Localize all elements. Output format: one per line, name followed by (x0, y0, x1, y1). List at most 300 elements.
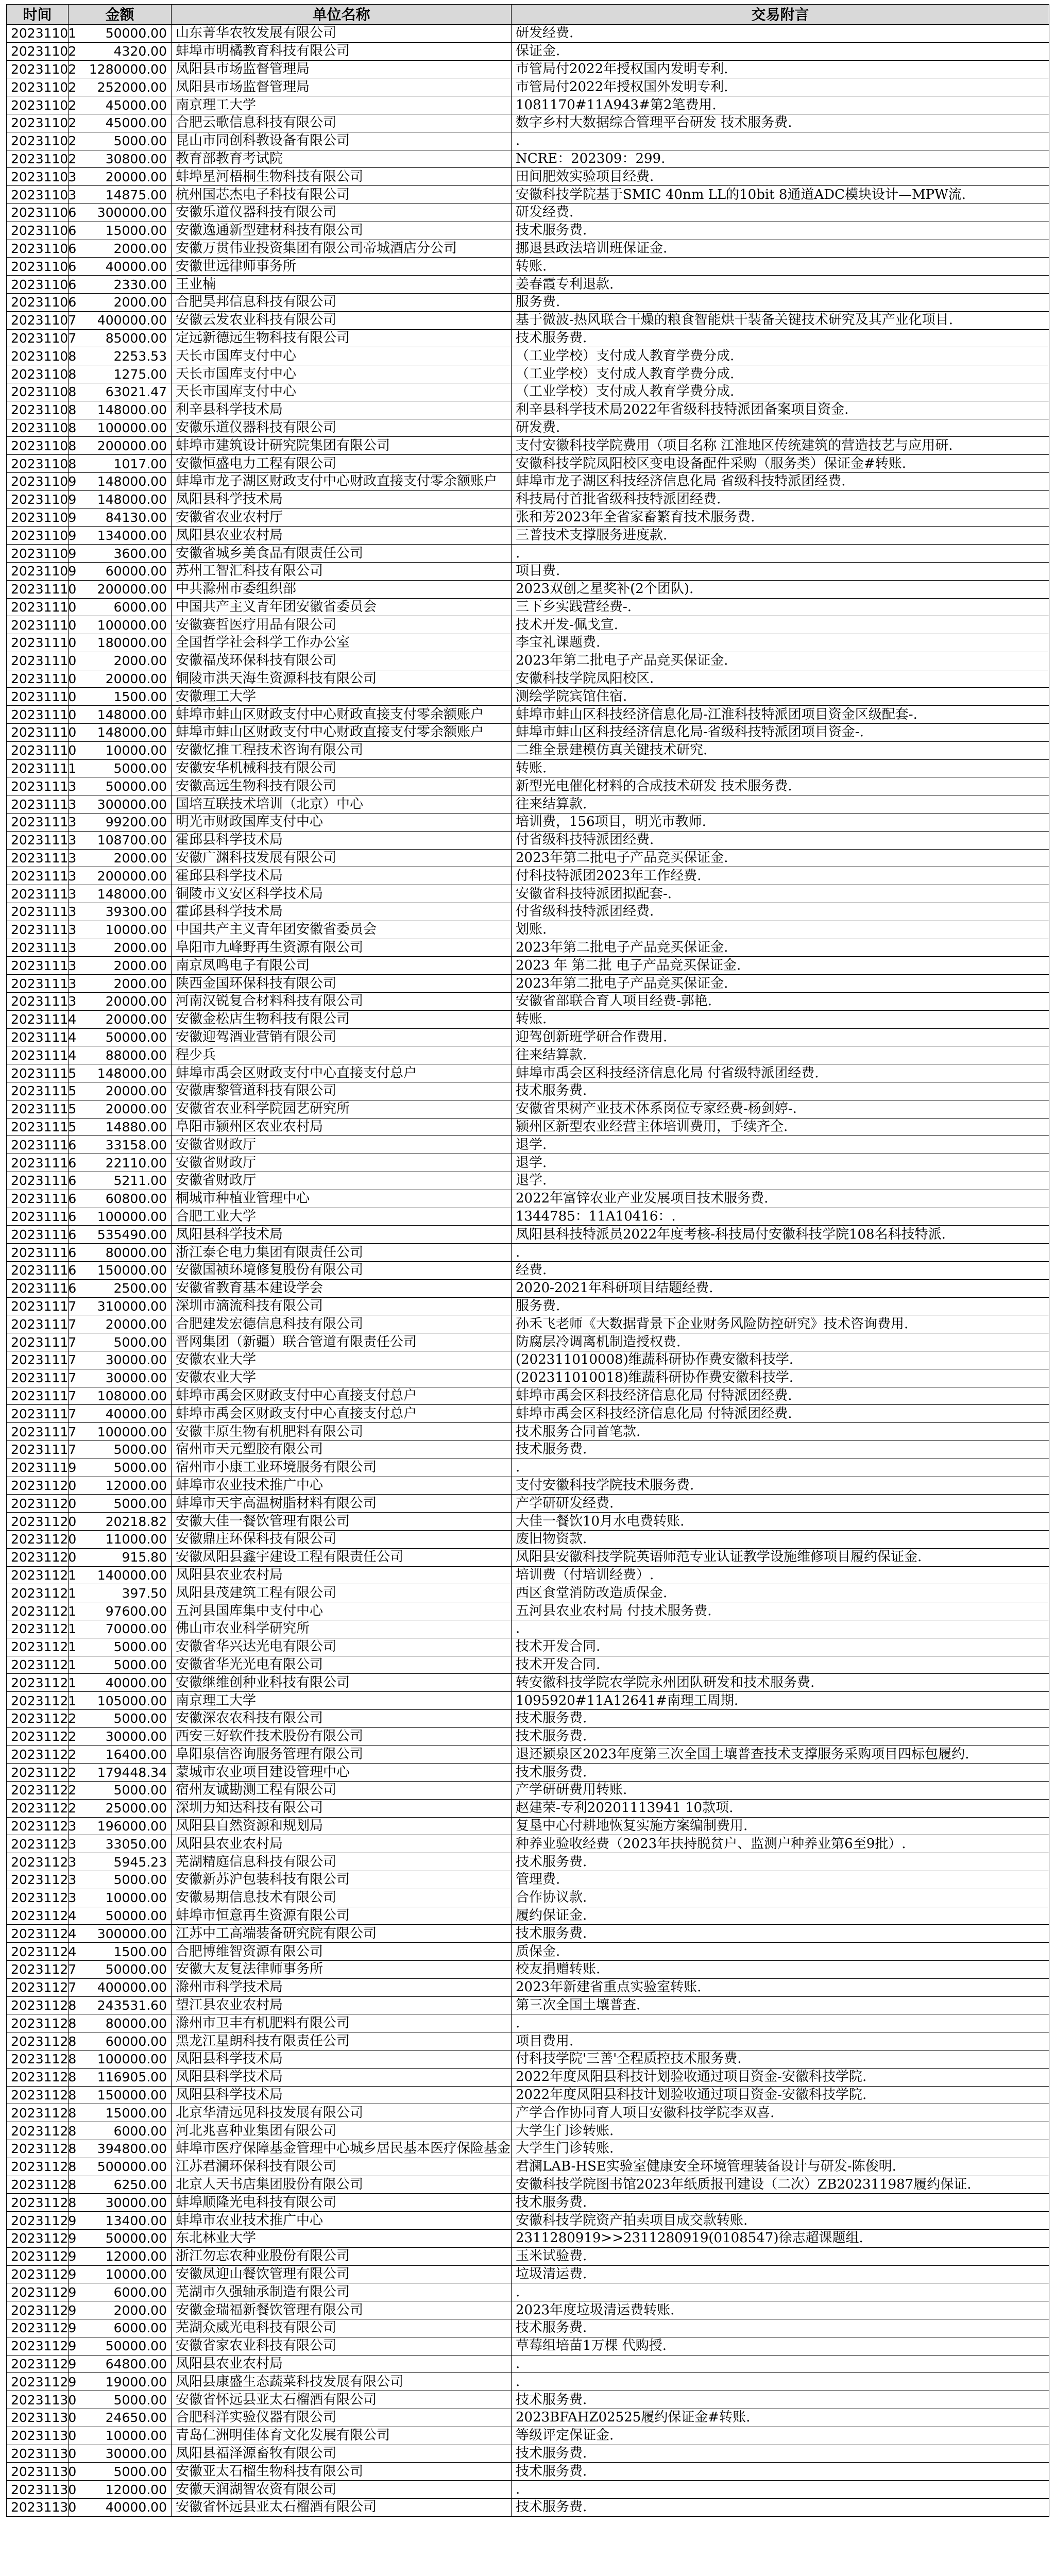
cell-amount: 4320.00 (69, 42, 172, 60)
cell-unit: 黑龙江星朗科技有限责任公司 (172, 2032, 512, 2050)
cell-amount: 40000.00 (69, 2498, 172, 2516)
cell-amount: 10000.00 (69, 741, 172, 759)
table-row (7, 2050, 1049, 2069)
cell-unit: 利辛县科学技术局 (172, 401, 512, 419)
cell-amount: 5000.00 (69, 2463, 172, 2481)
cell-amount: 140000.00 (69, 1566, 172, 1584)
cell-amount: 252000.00 (69, 78, 172, 96)
table-row (7, 1172, 1049, 1190)
cell-unit: 蚌埠市恒意再生资源有限公司 (172, 1907, 512, 1925)
table-row (7, 2391, 1049, 2409)
cell-note: 2023 年 第二批 电子产品竞买保证金. (512, 957, 1049, 975)
cell-amount: 179448.34 (69, 1764, 172, 1782)
cell-note: 大学生门诊转账. (512, 2140, 1049, 2158)
cell-unit: 安徽易期信息技术有限公司 (172, 1889, 512, 1907)
cell-date: 20231117 (7, 1440, 69, 1459)
cell-unit: 凤阳县市场监督管理局 (172, 60, 512, 78)
cell-amount: 25000.00 (69, 1799, 172, 1817)
cell-date: 20231128 (7, 2176, 69, 2194)
cell-date: 20231123 (7, 1817, 69, 1835)
cell-amount: 33158.00 (69, 1136, 172, 1154)
cell-date: 20231106 (7, 276, 69, 294)
table-row (7, 724, 1049, 742)
table-row (7, 1315, 1049, 1333)
cell-note: 往来结算款. (512, 795, 1049, 814)
cell-amount: 148000.00 (69, 472, 172, 490)
cell-date: 20231119 (7, 1459, 69, 1477)
cell-unit: 安徽大佳一餐饮管理有限公司 (172, 1513, 512, 1531)
cell-unit: 深圳市滴流科技有限公司 (172, 1297, 512, 1315)
table-row (7, 150, 1049, 168)
table-row (7, 293, 1049, 311)
table-row (7, 1907, 1049, 1925)
cell-note: 君澜LAB-HSE实验室健康安全环境管理装备设计与研发-陈俊明. (512, 2158, 1049, 2176)
cell-amount: 50000.00 (69, 777, 172, 795)
cell-date: 20231123 (7, 1871, 69, 1889)
cell-unit: 南京理工大学 (172, 1692, 512, 1710)
table-row (7, 1996, 1049, 2014)
cell-date: 20231122 (7, 1799, 69, 1817)
cell-unit: 合肥昊邦信息科技有限公司 (172, 293, 512, 311)
cell-unit: 安徽省财政厅 (172, 1154, 512, 1172)
table-row (7, 1674, 1049, 1692)
cell-note: . (512, 1459, 1049, 1477)
table-row (7, 1351, 1049, 1369)
cell-unit: 全国哲学社会科学工作办公室 (172, 634, 512, 652)
cell-note: . (512, 2283, 1049, 2301)
cell-note: . (512, 1620, 1049, 1638)
table-row (7, 1709, 1049, 1727)
cell-amount: 6000.00 (69, 2122, 172, 2140)
cell-amount: 50000.00 (69, 2230, 172, 2248)
cell-unit: 凤阳县农业农村局 (172, 527, 512, 545)
table-row (7, 1638, 1049, 1656)
cell-note: 项目费. (512, 562, 1049, 580)
cell-note: 经费. (512, 1261, 1049, 1279)
cell-date: 20231116 (7, 1226, 69, 1244)
column-header-date: 时间 (7, 5, 69, 25)
cell-note: 安徽科技学院凤阳校区. (512, 670, 1049, 688)
cell-amount: 1017.00 (69, 455, 172, 473)
cell-note: 新型光电催化材料的合成技术研发 技术服务费. (512, 777, 1049, 795)
cell-note: 2023年第二批电子产品竞买保证金. (512, 652, 1049, 670)
cell-note: 蚌埠市蚌山区科技经济信息化局-江淮科技特派团项目资金区级配套-. (512, 706, 1049, 724)
cell-amount: 45000.00 (69, 96, 172, 114)
cell-note: 三普技术支撑服务进度款. (512, 527, 1049, 545)
cell-amount: 397.50 (69, 1584, 172, 1602)
cell-note: （工业学校）支付成人教育学费分成. (512, 383, 1049, 401)
table-row (7, 1835, 1049, 1853)
cell-date: 20231117 (7, 1369, 69, 1387)
table-row (7, 706, 1049, 724)
table-row (7, 814, 1049, 832)
cell-date: 20231106 (7, 293, 69, 311)
cell-note: . (512, 1244, 1049, 1262)
cell-note: 蚌埠市禹会区科技经济信息化局 付特派团经费. (512, 1387, 1049, 1405)
cell-note: 技术开发-佩戈宣. (512, 616, 1049, 634)
cell-date: 20231128 (7, 2032, 69, 2050)
table-row (7, 831, 1049, 849)
cell-date: 20231108 (7, 383, 69, 401)
table-row (7, 2427, 1049, 2445)
cell-unit: 霍邱县科学技术局 (172, 903, 512, 921)
cell-amount: 60000.00 (69, 562, 172, 580)
cell-date: 20231122 (7, 1764, 69, 1782)
cell-unit: 蚌埠市禹会区财政支付中心直接支付总户 (172, 1387, 512, 1405)
table-row (7, 2265, 1049, 2283)
table-row (7, 2122, 1049, 2140)
cell-note: 转账. (512, 1010, 1049, 1028)
cell-note: 技术服务费. (512, 1727, 1049, 1745)
cell-unit: 教育部教育考试院 (172, 150, 512, 168)
cell-amount: 2000.00 (69, 957, 172, 975)
cell-note: 玉米试验费. (512, 2247, 1049, 2265)
table-row (7, 1208, 1049, 1226)
cell-date: 20231114 (7, 1046, 69, 1064)
cell-note: 垃圾清运费. (512, 2265, 1049, 2283)
cell-note: 技术服务费. (512, 1853, 1049, 1871)
table-row (7, 993, 1049, 1011)
cell-note: . (512, 2373, 1049, 2391)
cell-date: 20231130 (7, 2427, 69, 2445)
cell-note: 转安徽科技学院农学院永州团队研发和技术服务费. (512, 1674, 1049, 1692)
cell-amount: 6250.00 (69, 2176, 172, 2194)
table-row (7, 2032, 1049, 2050)
cell-unit: 蚌埠市蚌山区财政支付中心财政直接支付零余额账户 (172, 706, 512, 724)
table-row (7, 2014, 1049, 2032)
table-row (7, 903, 1049, 921)
cell-note: 2023年第二批电子产品竞买保证金. (512, 975, 1049, 993)
cell-unit: 浙江勿忘农种业股份有限公司 (172, 2247, 512, 2265)
table-row (7, 168, 1049, 186)
cell-amount: 105000.00 (69, 1692, 172, 1710)
cell-unit: 安徽国祯环境修复股份有限公司 (172, 1261, 512, 1279)
cell-date: 20231127 (7, 1978, 69, 1996)
cell-note: . (512, 545, 1049, 563)
table-row (7, 1782, 1049, 1800)
table-row (7, 25, 1049, 43)
table-row (7, 472, 1049, 490)
cell-note: 大佳一餐饮10月水电费转账. (512, 1513, 1049, 1531)
cell-date: 20231121 (7, 1656, 69, 1674)
table-row (7, 1925, 1049, 1943)
cell-date: 20231129 (7, 2355, 69, 2373)
cell-note: 安徽科技学院凤阳校区变电设备配件采购（服务类）保证金#转账. (512, 455, 1049, 473)
cell-note: 技术开发合同. (512, 1656, 1049, 1674)
cell-note: . (512, 2481, 1049, 2499)
cell-note: 研发费. (512, 419, 1049, 437)
cell-note: 大学生门诊转账. (512, 2122, 1049, 2140)
cell-note: 三下乡实践营经费-. (512, 598, 1049, 616)
cell-unit: 桐城市种植业管理中心 (172, 1190, 512, 1208)
cell-note: 等级评定保证金. (512, 2427, 1049, 2445)
cell-note: 转账. (512, 258, 1049, 276)
cell-unit: 苏州工智汇科技有限公司 (172, 562, 512, 580)
cell-unit: 浙江泰仑电力集团有限责任公司 (172, 1244, 512, 1262)
cell-unit: 南京理工大学 (172, 96, 512, 114)
cell-unit: 宿州市小康工业环境服务有限公司 (172, 1459, 512, 1477)
cell-unit: 蚌埠星河梧桐生物科技有限公司 (172, 168, 512, 186)
cell-unit: 南京凤鸣电子有限公司 (172, 957, 512, 975)
cell-unit: 蚌埠市建筑设计研究院集团有限公司 (172, 437, 512, 455)
cell-note: 市管局付2022年授权国内发明专利. (512, 60, 1049, 78)
cell-date: 20231130 (7, 2463, 69, 2481)
cell-amount: 150000.00 (69, 2086, 172, 2104)
table-row (7, 1064, 1049, 1082)
table-row (7, 419, 1049, 437)
cell-amount: 50000.00 (69, 1961, 172, 1979)
table-row (7, 240, 1049, 258)
cell-amount: 30000.00 (69, 1369, 172, 1387)
cell-unit: 滁州市科学技术局 (172, 1978, 512, 1996)
cell-amount: 148000.00 (69, 1064, 172, 1082)
cell-unit: 合肥建发宏德信息科技有限公司 (172, 1315, 512, 1333)
cell-amount: 19000.00 (69, 2373, 172, 2391)
cell-date: 20231123 (7, 1853, 69, 1871)
cell-amount: 63021.47 (69, 383, 172, 401)
cell-unit: 蚌埠市明橘教育科技有限公司 (172, 42, 512, 60)
cell-date: 20231128 (7, 2104, 69, 2122)
table-row (7, 60, 1049, 78)
cell-date: 20231110 (7, 652, 69, 670)
cell-note: 技术服务费. (512, 2445, 1049, 2463)
cell-note: 质保金. (512, 1943, 1049, 1961)
cell-date: 20231124 (7, 1943, 69, 1961)
cell-note: 服务费. (512, 293, 1049, 311)
cell-amount: 2000.00 (69, 975, 172, 993)
cell-amount: 150000.00 (69, 1261, 172, 1279)
cell-date: 20231116 (7, 1261, 69, 1279)
cell-amount: 60000.00 (69, 2032, 172, 2050)
cell-amount: 13400.00 (69, 2212, 172, 2230)
cell-date: 20231110 (7, 580, 69, 598)
cell-date: 20231128 (7, 2014, 69, 2032)
cell-date: 20231113 (7, 885, 69, 903)
cell-unit: 青岛仁洲明佳体育文化发展有限公司 (172, 2427, 512, 2445)
cell-amount: 394800.00 (69, 2140, 172, 2158)
cell-amount: 5000.00 (69, 759, 172, 777)
cell-unit: 江苏中工高端装备研究院有限公司 (172, 1925, 512, 1943)
cell-note: 技术服务费. (512, 329, 1049, 347)
table-row (7, 1046, 1049, 1064)
cell-amount: 97600.00 (69, 1602, 172, 1620)
cell-date: 20231128 (7, 2194, 69, 2212)
table-row (7, 1943, 1049, 1961)
cell-unit: 佛山市农业科学研究所 (172, 1620, 512, 1638)
cell-date: 20231106 (7, 222, 69, 240)
cell-note: 1344785：11A10416：. (512, 1208, 1049, 1226)
table-row (7, 670, 1049, 688)
table-row (7, 1745, 1049, 1764)
cell-note: 退学. (512, 1136, 1049, 1154)
cell-unit: 蚌埠市农业技术推广中心 (172, 2212, 512, 2230)
cell-note: 第三次全国土壤普查. (512, 1996, 1049, 2014)
cell-note: 技术服务费. (512, 222, 1049, 240)
table-row (7, 186, 1049, 204)
cell-date: 20231121 (7, 1620, 69, 1638)
cell-amount: 148000.00 (69, 885, 172, 903)
cell-date: 20231109 (7, 545, 69, 563)
cell-unit: 安徽高远生物科技有限公司 (172, 777, 512, 795)
cell-date: 20231116 (7, 1244, 69, 1262)
cell-unit: 安徽云发农业科技有限公司 (172, 311, 512, 329)
cell-date: 20231113 (7, 975, 69, 993)
table-body (7, 25, 1049, 2517)
cell-note: 数字乡村大数据综合管理平台研发 技术服务费. (512, 114, 1049, 132)
table-row (7, 580, 1049, 598)
cell-amount: 2000.00 (69, 2301, 172, 2319)
cell-date: 20231129 (7, 2247, 69, 2265)
cell-note: 测绘学院宾馆住宿. (512, 688, 1049, 706)
cell-amount: 100000.00 (69, 419, 172, 437)
cell-date: 20231113 (7, 777, 69, 795)
cell-unit: 安徽省财政厅 (172, 1136, 512, 1154)
cell-note: 技术服务费. (512, 2463, 1049, 2481)
table-row (7, 1764, 1049, 1782)
cell-amount: 134000.00 (69, 527, 172, 545)
cell-note: 1081170#11A943#第2笔费用. (512, 96, 1049, 114)
cell-amount: 70000.00 (69, 1620, 172, 1638)
cell-note: . (512, 2014, 1049, 2032)
cell-unit: 铜陵市义安区科学技术局 (172, 885, 512, 903)
cell-amount: 12000.00 (69, 2247, 172, 2265)
table-row (7, 2319, 1049, 2337)
table-row (7, 2194, 1049, 2212)
cell-amount: 148000.00 (69, 401, 172, 419)
cell-amount: 5000.00 (69, 1440, 172, 1459)
cell-amount: 500000.00 (69, 2158, 172, 2176)
cell-date: 20231121 (7, 1674, 69, 1692)
cell-amount: 2330.00 (69, 276, 172, 294)
cell-unit: 东北林业大学 (172, 2230, 512, 2248)
table-row (7, 329, 1049, 347)
table-row (7, 1853, 1049, 1871)
table-row (7, 598, 1049, 616)
cell-unit: 凤阳县福泽源畜牧有限公司 (172, 2445, 512, 2463)
cell-unit: 五河县国库集中支付中心 (172, 1602, 512, 1620)
cell-date: 20231113 (7, 921, 69, 939)
table-row (7, 222, 1049, 240)
cell-note: 蚌埠市龙子湖区科技经济信息化局 省级科技特派团经费. (512, 472, 1049, 490)
cell-date: 20231113 (7, 957, 69, 975)
cell-unit: 凤阳县市场监督管理局 (172, 78, 512, 96)
table-row (7, 1817, 1049, 1835)
cell-amount: 20000.00 (69, 1010, 172, 1028)
cell-amount: 30000.00 (69, 2445, 172, 2463)
table-row (7, 741, 1049, 759)
cell-unit: 天长市国库支付中心 (172, 365, 512, 383)
cell-date: 20231102 (7, 78, 69, 96)
cell-note: 技术服务费. (512, 1764, 1049, 1782)
table-row (7, 1530, 1049, 1548)
cell-date: 20231115 (7, 1118, 69, 1136)
cell-date: 20231114 (7, 1010, 69, 1028)
cell-note: 安徽科技学院资产拍卖项目成交款转账. (512, 2212, 1049, 2230)
table-row (7, 401, 1049, 419)
cell-unit: 安徽唐黎管道科技有限公司 (172, 1082, 512, 1100)
cell-unit: 河南汉锐复合材料科技有限公司 (172, 993, 512, 1011)
cell-note: 西区食堂消防改造质保金. (512, 1584, 1049, 1602)
table-row (7, 1333, 1049, 1351)
cell-note: 凤阳县科技特派员2022年度考核-科技局付安徽科技学院108名科技特派. (512, 1226, 1049, 1244)
cell-date: 20231128 (7, 2140, 69, 2158)
cell-amount: 200000.00 (69, 867, 172, 885)
cell-date: 20231113 (7, 903, 69, 921)
table-row (7, 2337, 1049, 2355)
cell-unit: 安徽万贯伟业投资集团有限公司帝城酒店分公司 (172, 240, 512, 258)
cell-amount: 80000.00 (69, 2014, 172, 2032)
cell-date: 20231101 (7, 25, 69, 43)
cell-note: 划账. (512, 921, 1049, 939)
cell-unit: 蚌埠市禹会区财政支付中心直接支付总户 (172, 1405, 512, 1423)
cell-amount: 100000.00 (69, 616, 172, 634)
cell-unit: 安徽省农业农村厅 (172, 509, 512, 527)
cell-unit: 凤阳县农业农村局 (172, 1835, 512, 1853)
cell-unit: 凤阳县农业农村局 (172, 1566, 512, 1584)
cell-note: 技术服务费. (512, 2319, 1049, 2337)
cell-date: 20231114 (7, 1028, 69, 1046)
table-row (7, 2481, 1049, 2499)
cell-amount: 20000.00 (69, 670, 172, 688)
cell-note: 支付安徽科技学院技术服务费. (512, 1477, 1049, 1495)
cell-date: 20231107 (7, 329, 69, 347)
cell-date: 20231113 (7, 814, 69, 832)
cell-amount: 2000.00 (69, 293, 172, 311)
table-row (7, 688, 1049, 706)
cell-date: 20231110 (7, 634, 69, 652)
column-header-unit: 单位名称 (172, 5, 512, 25)
cell-date: 20231122 (7, 1727, 69, 1745)
cell-date: 20231129 (7, 2319, 69, 2337)
cell-date: 20231122 (7, 1745, 69, 1764)
cell-amount: 1275.00 (69, 365, 172, 383)
table-row (7, 2355, 1049, 2373)
cell-note: 研发经费. (512, 204, 1049, 222)
cell-amount: 14875.00 (69, 186, 172, 204)
cell-date: 20231130 (7, 2445, 69, 2463)
cell-date: 20231113 (7, 795, 69, 814)
cell-date: 20231130 (7, 2409, 69, 2427)
cell-unit: 河北兆喜种业集团有限公司 (172, 2122, 512, 2140)
cell-date: 20231117 (7, 1315, 69, 1333)
cell-date: 20231110 (7, 598, 69, 616)
cell-note: 技术服务费. (512, 1440, 1049, 1459)
cell-note: （工业学校）支付成人教育学费分成. (512, 365, 1049, 383)
cell-unit: 安徽深农农科技有限公司 (172, 1709, 512, 1727)
table-row (7, 78, 1049, 96)
cell-date: 20231124 (7, 1907, 69, 1925)
cell-note: 2023年新建省重点实验室转账. (512, 1978, 1049, 1996)
cell-unit: 安徽迎驾酒业营销有限公司 (172, 1028, 512, 1046)
cell-note: 田间肥效实验项目经费. (512, 168, 1049, 186)
table-row (7, 849, 1049, 867)
cell-unit: 凤阳县康盛生态蔬菜科技发展有限公司 (172, 2373, 512, 2391)
table-row (7, 2086, 1049, 2104)
cell-unit: 安徽乐道仪器科技有限公司 (172, 419, 512, 437)
cell-amount: 400000.00 (69, 311, 172, 329)
cell-amount: 200000.00 (69, 580, 172, 598)
cell-amount: 400000.00 (69, 1978, 172, 1996)
cell-unit: 安徽赛哲医疗用品有限公司 (172, 616, 512, 634)
cell-date: 20231121 (7, 1566, 69, 1584)
cell-note: 保证金. (512, 42, 1049, 60)
cell-note: NCRE：202309：299. (512, 150, 1049, 168)
table-row (7, 2301, 1049, 2319)
cell-amount: 20000.00 (69, 1315, 172, 1333)
cell-unit: 凤阳县科学技术局 (172, 2086, 512, 2104)
cell-date: 20231115 (7, 1100, 69, 1118)
cell-amount: 84130.00 (69, 509, 172, 527)
